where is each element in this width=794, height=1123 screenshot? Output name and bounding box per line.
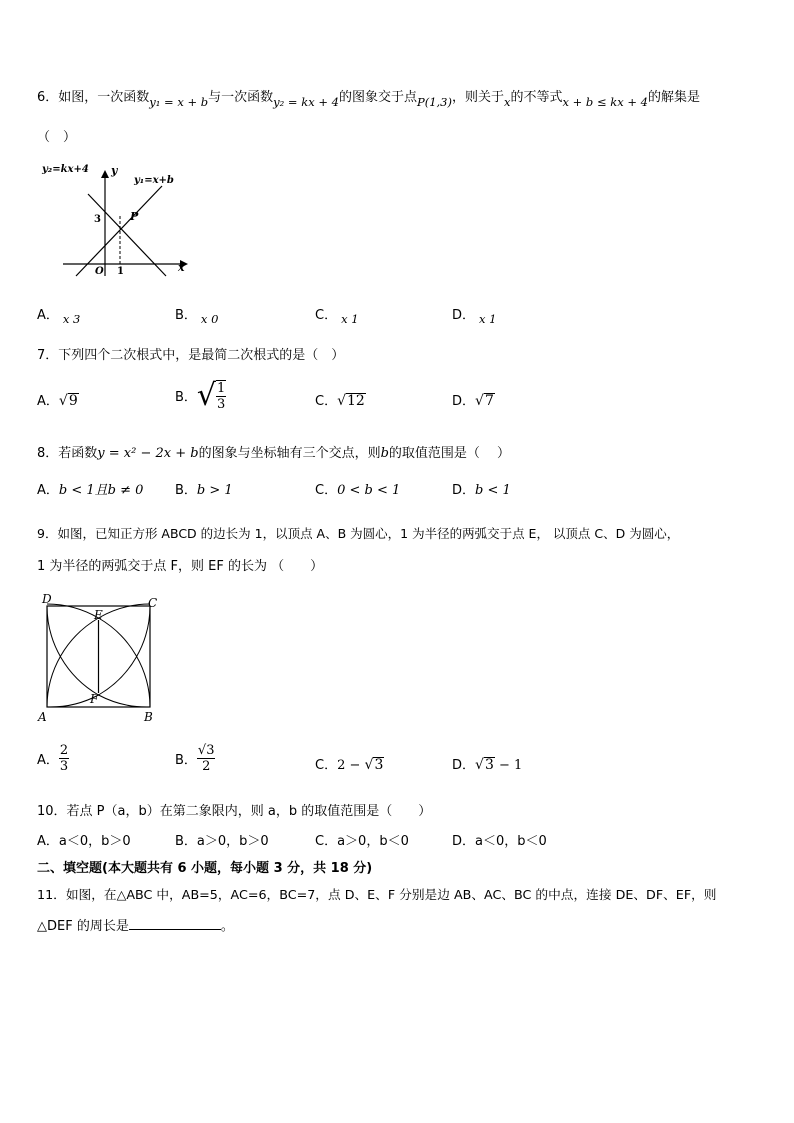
q8-number: 8．若函数 — [37, 446, 98, 461]
q6-line-y1 — [76, 186, 162, 276]
q9-option-d-letter: D． — [452, 758, 476, 773]
q11-stem-line1: 11．如图，在△ABC 中，AB=5，AC=6，BC=7，点 D、E、F 分别是边 AB、AC、BC 的中点，连接 DE、DF、EF，则 — [37, 887, 717, 902]
q10-option-b[interactable] — [175, 830, 269, 849]
q7-option-a-radicand: 9 — [68, 393, 78, 409]
q7-option-b-sqrt: √ — [196, 378, 217, 413]
q7-option-c-letter: C． — [315, 394, 338, 409]
q6-y2-formula: y₂ = kx + 4 — [273, 95, 339, 109]
q7-option-b[interactable] — [175, 378, 226, 413]
q9-option-a-numerator: 2 — [59, 743, 69, 758]
q6-option-d-letter: D． — [452, 308, 476, 323]
q6-option-b-value: x 0 — [200, 312, 219, 326]
q6-number: 6． — [37, 90, 59, 105]
q9-option-a-denominator: 3 — [59, 759, 69, 774]
q8-option-a-value: b < 1且b ≠ 0 — [58, 483, 144, 498]
q9-option-d-radicand: 3 — [484, 757, 494, 773]
q6-text-2: 与一次函数 — [208, 90, 274, 105]
q8-option-c-letter: C． — [315, 483, 338, 498]
q6-option-a[interactable] — [37, 304, 81, 326]
q10-option-c-value: a＞0，b＜0 — [337, 834, 409, 849]
q10-option-a-value: a＜0，b＞0 — [58, 834, 131, 849]
q9-option-d[interactable] — [452, 754, 522, 773]
q9-option-c[interactable] — [315, 754, 384, 773]
q9-option-b-denominator: 2 — [202, 759, 211, 774]
q6-label-y2: y₂=kx+4 — [42, 164, 89, 175]
q6-y1-formula: y₁ = x + b — [149, 95, 209, 109]
q6-label-origin: O — [95, 266, 104, 277]
q8-option-b[interactable] — [175, 479, 233, 498]
q10-option-d[interactable] — [452, 830, 547, 849]
q6-graph-figure — [38, 158, 198, 278]
q10-option-c[interactable] — [315, 830, 409, 849]
q8-option-c[interactable] — [315, 479, 400, 498]
q10-option-c-letter: C． — [315, 834, 338, 849]
q6-option-c[interactable] — [315, 304, 359, 326]
q9-label-d: D — [42, 592, 52, 606]
q6-label-y1: y₁=x+b — [134, 175, 174, 186]
q8-option-d-letter: D． — [452, 483, 476, 498]
q7-option-a-sqrt: √9 — [58, 393, 78, 409]
section-2-heading: 二、填空题(本大题共有 6 小题，每小题 3 分，共 18 分) — [37, 861, 373, 876]
q10-option-d-letter: D． — [452, 834, 476, 849]
q8-option-b-letter: B． — [175, 483, 197, 498]
q9-label-f: F — [90, 692, 99, 706]
q11-text-perimeter: △DEF 的周长是 — [37, 919, 129, 934]
q11-stem-line2 — [37, 915, 234, 934]
q7-option-c-sqrt: √12 — [337, 393, 365, 409]
q11-answer-blank[interactable] — [129, 917, 221, 930]
q9-stem-line1: 9．如图，已知正方形 ABCD 的边长为 1，以顶点 A、B 为圆心，1 为半径的两弧交于点 E， 以顶点 C、D 为圆心， — [37, 526, 680, 541]
q6-label-x-axis: x — [178, 261, 185, 274]
q6-option-c-letter: C． — [315, 308, 338, 323]
q8-option-c-value: 0 < b < 1 — [337, 483, 401, 498]
q6-option-a-letter: A． — [37, 308, 59, 323]
q6-y-axis-arrow — [101, 170, 109, 178]
q9-option-a-letter: A． — [37, 753, 59, 768]
q9-option-c-prefix: 2 − — [337, 758, 365, 773]
q6-label-y-axis: y — [111, 164, 118, 177]
q6-var-x: x — [503, 95, 511, 109]
q8-option-b-value: b > 1 — [196, 483, 233, 498]
q7-option-b-numerator: 1 — [217, 380, 226, 396]
q7-option-d-radicand: 7 — [484, 393, 494, 409]
q6-option-a-value: x 3 — [62, 312, 81, 326]
q6-option-b[interactable] — [175, 304, 219, 326]
q6-text-6: 的解集是 — [647, 90, 700, 105]
q7-option-b-denominator: 3 — [217, 396, 226, 412]
q6-answer-paren: （ ） — [37, 130, 77, 145]
q9-option-b-fraction — [197, 743, 216, 774]
q9-option-a-fraction — [59, 743, 69, 774]
q6-text-4: ，则关于 — [451, 90, 504, 105]
q9-option-b[interactable] — [175, 743, 215, 774]
q8-option-d[interactable] — [452, 479, 511, 498]
q6-tick-y: 3 — [94, 214, 101, 225]
q6-tick-x: 1 — [117, 266, 124, 277]
q7-option-b-fraction — [216, 380, 226, 412]
q10-option-b-letter: B． — [175, 834, 197, 849]
q6-point: P(1,3) — [416, 95, 452, 109]
q7-option-a-letter: A． — [37, 394, 59, 409]
q9-option-c-sqrt: √3 — [364, 757, 384, 773]
q7-option-b-letter: B． — [175, 390, 197, 405]
q10-stem: 10．若点 P（a，b）在第二象限内，则 a，b 的取值范围是（ ） — [37, 804, 432, 819]
q9-stem-line2: 1 为半径的两弧交于点 F，则 EF 的长为 （ ） — [37, 559, 324, 574]
q6-text-1: 如图，一次函数 — [58, 90, 150, 105]
q8-text-1: 的图象与坐标轴有三个交点，则 — [198, 446, 381, 461]
q6-option-d[interactable] — [452, 304, 497, 326]
q9-option-d-sqrt: √3 — [475, 757, 494, 773]
q8-option-d-value: b < 1 — [475, 483, 511, 498]
q10-option-b-value: a＞0，b＞0 — [196, 834, 269, 849]
q6-option-b-letter: B． — [175, 308, 197, 323]
q9-option-c-letter: C． — [315, 758, 338, 773]
q9-option-a[interactable] — [37, 743, 69, 774]
q6-inequality: x + b ≤ kx + 4 — [562, 95, 648, 109]
q11-text-end: 。 — [220, 919, 234, 934]
q8-option-a-letter: A． — [37, 483, 59, 498]
q6-option-d-value: x 1 — [479, 312, 497, 326]
q8-function: y = x² − 2x + b — [97, 446, 199, 461]
q6-text-5: 的不等式 — [510, 90, 563, 105]
q9-label-a: A — [38, 710, 47, 724]
q7-option-a[interactable] — [37, 390, 79, 409]
q9-option-c-radicand: 3 — [374, 757, 384, 773]
q6-stem — [37, 86, 700, 109]
q10-option-a[interactable] — [37, 830, 131, 849]
q7-option-c[interactable] — [315, 390, 366, 409]
q8-text-2: 的取值范围是（ ） — [388, 446, 511, 461]
q7-option-d-sqrt: √7 — [475, 393, 494, 409]
q9-option-b-letter: B． — [175, 753, 197, 768]
q9-option-b-numerator: √3 — [197, 743, 215, 758]
q10-option-a-letter: A． — [37, 834, 59, 849]
q7-option-c-radicand: 12 — [347, 393, 365, 409]
q9-square-figure — [34, 590, 164, 726]
q9-label-e: E — [94, 608, 103, 622]
q9-label-b: B — [144, 710, 153, 724]
q8-stem — [37, 442, 510, 461]
q10-option-d-value: a＜0，b＜0 — [475, 834, 547, 849]
q6-label-point: P — [130, 210, 139, 223]
q7-stem: 7．下列四个二次根式中，是最简二次根式的是（ ） — [37, 348, 345, 363]
q8-option-a[interactable] — [37, 479, 143, 498]
q6-option-c-value: x 1 — [341, 312, 359, 326]
q8-var-b: b — [380, 446, 389, 461]
q7-option-d[interactable] — [452, 390, 495, 409]
q6-text-3: 的图象交于点 — [338, 90, 417, 105]
q7-option-d-letter: D． — [452, 394, 476, 409]
q9-label-c: C — [148, 596, 158, 610]
q9-option-d-suffix: − 1 — [494, 758, 523, 773]
